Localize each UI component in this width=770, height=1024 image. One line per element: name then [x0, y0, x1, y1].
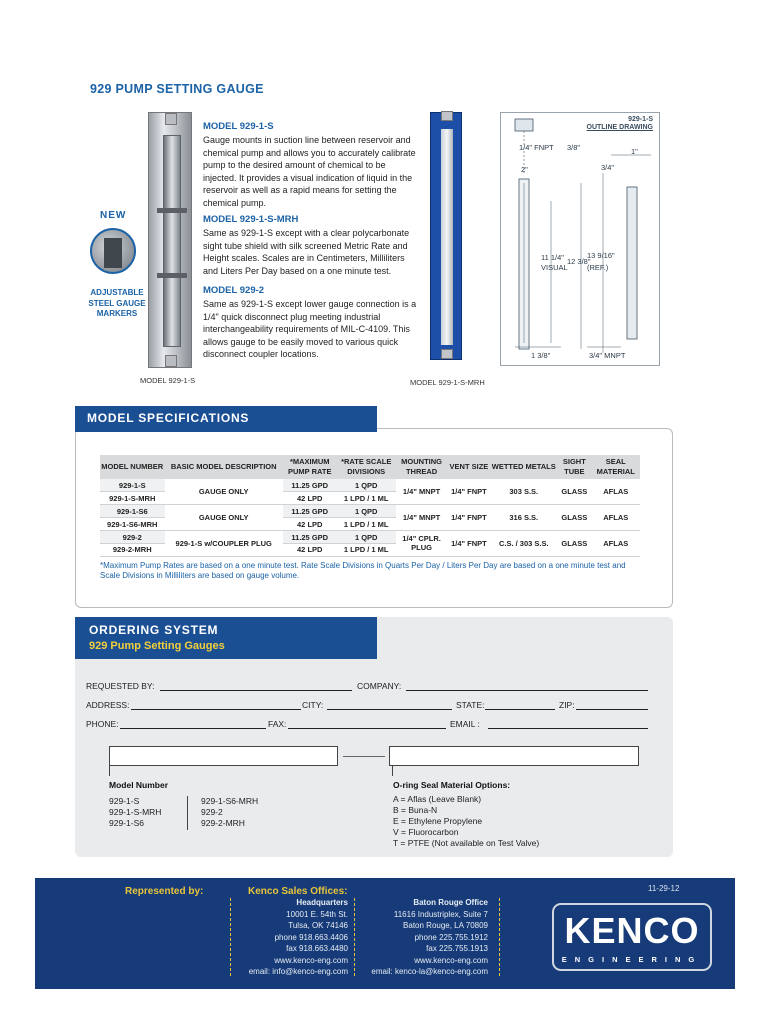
- represented-by-label: Represented by:: [125, 886, 204, 897]
- zip-field[interactable]: [576, 709, 648, 710]
- list-item: T = PTFE (Not available on Test Valve): [393, 838, 540, 848]
- model-title: MODEL 929-2: [203, 285, 265, 296]
- division-cell: 1 LPD / 1 ML: [337, 492, 396, 505]
- list-item: 929-1-S6-MRH: [201, 796, 259, 806]
- phone-label: PHONE:: [86, 719, 119, 729]
- address-label: ADDRESS:: [86, 700, 130, 710]
- kenco-logo: [552, 903, 712, 971]
- office-line: fax 918.663.4480: [286, 944, 348, 953]
- thread-cell: 1/4" MNPT: [396, 479, 448, 505]
- oring-label: O-ring Seal Material Options:: [393, 780, 511, 790]
- bottom-fitting: [441, 349, 453, 359]
- thread-cell: 1/4" MNPT: [396, 505, 448, 531]
- divider: [499, 898, 500, 976]
- model-description: Gauge mounts in suction line between reservoir and chemical pump and allows you to accurately calibrate pump to the desired amount of chemical to be injected. It provides a visual indication of liquid in the reservoir as well as a rapid means for setting the chemical pump.: [203, 135, 416, 208]
- model-list-col1: [109, 796, 161, 829]
- email-field[interactable]: [488, 728, 648, 729]
- model-cell: 929-1-S: [100, 479, 165, 492]
- list-item: E = Ethylene Propylene: [393, 816, 483, 826]
- division-cell: 1 QPD: [337, 479, 396, 492]
- specs-heading: MODEL SPECIFICATIONS: [75, 406, 377, 432]
- rate-cell: 42 LPD: [283, 492, 337, 505]
- office-line: phone 918.663.4406: [274, 932, 348, 942]
- description-cell: GAUGE ONLY: [165, 479, 283, 505]
- hq-office: [240, 897, 348, 978]
- dim-bottom-left: 1 3/8": [531, 351, 551, 360]
- model-cell: 929-1-S-MRH: [100, 492, 165, 505]
- model-title: MODEL 929-1-S: [203, 121, 274, 132]
- table-row: [100, 531, 640, 544]
- list-item: B = Buna-N: [393, 805, 438, 815]
- page-title: 929 PUMP SETTING GAUGE: [90, 82, 264, 96]
- ordering-subheading: 929 Pump Setting Gauges: [89, 640, 225, 652]
- description-cell: 929-1-S w/COUPLER PLUG: [165, 531, 283, 557]
- metals-cell: 303 S.S.: [490, 479, 557, 505]
- dim-visual-label: VISUAL: [541, 263, 568, 272]
- vent-cell: 1/4" FNPT: [447, 531, 490, 557]
- office-line: Baton Rouge, LA 70809: [403, 921, 488, 930]
- table-row: [100, 479, 640, 492]
- divider: [354, 898, 355, 976]
- oring-material-input[interactable]: [389, 746, 639, 766]
- requested-by-field[interactable]: [160, 690, 352, 691]
- division-cell: 1 LPD / 1 ML: [337, 543, 396, 556]
- division-cell: 1 LPD / 1 ML: [337, 518, 396, 531]
- dim-two-inch: 2": [521, 165, 528, 174]
- seal-cell: AFLAS: [592, 505, 640, 531]
- model-929-2-block: [203, 285, 418, 361]
- model-cell: 929-2-MRH: [100, 543, 165, 556]
- division-cell: 1 QPD: [337, 505, 396, 518]
- thread-cell: 1/4" CPLR. PLUG: [396, 531, 448, 557]
- col-header: MOUNTING THREAD: [401, 457, 443, 476]
- dim-visual: 11 1/4": [541, 253, 564, 262]
- gauge-marker: [157, 208, 187, 213]
- new-label: NEW: [100, 210, 127, 221]
- column-divider: [187, 796, 188, 830]
- caption-929-1-s: MODEL 929-1-S: [140, 376, 196, 385]
- col-header: MODEL NUMBER: [101, 462, 164, 471]
- company-field[interactable]: [406, 690, 648, 691]
- marker-closeup-image: [90, 228, 136, 274]
- state-field[interactable]: [485, 709, 555, 710]
- model-list-col2: [201, 796, 258, 829]
- top-fitting: [165, 113, 177, 125]
- tube-cell: GLASS: [557, 479, 591, 505]
- model-description: Same as 929-1-S except with a clear polycarbonate sight tube shield with silk screened Metric Rate and Height scales. Scales are in Centimeters, Milliliters and Liters Per Day based on a one minute test.: [203, 228, 410, 276]
- oring-options-list: [393, 794, 539, 849]
- rate-cell: 11.25 GPD: [283, 531, 337, 544]
- dim-ref: 13 9/16": [587, 251, 615, 260]
- office-line: 11616 Industriplex, Suite 7: [393, 909, 488, 919]
- specs-header-row: [100, 455, 640, 479]
- caption-929-1-s-mrh: MODEL 929-1-S-MRH: [410, 378, 485, 387]
- rate-cell: 11.25 GPD: [283, 479, 337, 492]
- vent-cell: 1/4" FNPT: [447, 505, 490, 531]
- dim-side: 3/4": [601, 163, 615, 172]
- dim-ref-label: (REF.): [587, 263, 609, 272]
- city-label: CITY:: [302, 700, 324, 710]
- list-item: 929-1-S: [109, 796, 140, 806]
- office-title: Baton Rouge Office: [413, 898, 488, 907]
- rate-cell: 11.25 GPD: [283, 505, 337, 518]
- rate-cell: 42 LPD: [283, 518, 337, 531]
- dim-twelve: 12 3/8": [567, 257, 591, 266]
- list-item: A = Aflas (Leave Blank): [393, 794, 482, 804]
- division-cell: 1 QPD: [337, 531, 396, 544]
- list-item: 929-2-MRH: [201, 818, 245, 828]
- office-title: Headquarters: [296, 898, 348, 907]
- ordering-heading-banner: [75, 617, 377, 659]
- model-cell: 929-1-S6-MRH: [100, 518, 165, 531]
- sales-offices-label: Kenco Sales Offices:: [248, 886, 348, 897]
- city-field[interactable]: [327, 709, 452, 710]
- sight-tube: [163, 135, 181, 347]
- office-line: Tulsa, OK 74146: [288, 921, 348, 930]
- col-header: *MAXIMUM PUMP RATE: [287, 457, 332, 476]
- table-row: [100, 505, 640, 518]
- tube-cell: GLASS: [557, 505, 591, 531]
- sight-tube: [441, 129, 453, 345]
- address-field[interactable]: [131, 709, 301, 710]
- markers-label: ADJUSTABLE STEEL GAUGE MARKERS: [88, 288, 146, 318]
- dim-fnpt: 1/4" FNPT: [519, 143, 554, 152]
- logo-subtitle: ENGINEERING: [561, 955, 703, 964]
- vent-cell: 1/4" FNPT: [447, 479, 490, 505]
- divider: [230, 898, 231, 976]
- rate-cell: 42 LPD: [283, 543, 337, 556]
- metals-cell: C.S. / 303 S.S.: [490, 531, 557, 557]
- model-929-1-s-mrh-gauge-image: [430, 112, 462, 360]
- model-cell: 929-1-S6: [100, 505, 165, 518]
- list-item: 929-2: [201, 807, 223, 817]
- metals-cell: 316 S.S.: [490, 505, 557, 531]
- col-header: BASIC MODEL DESCRIPTION: [170, 462, 277, 471]
- model-929-1-s-block: [203, 121, 418, 209]
- zip-label: ZIP:: [559, 700, 575, 710]
- description-cell: GAUGE ONLY: [165, 505, 283, 531]
- list-item: 929-1-S-MRH: [109, 807, 162, 817]
- office-line: fax 225.755.1913: [426, 944, 488, 953]
- model-description: Same as 929-1-S except lower gauge connection is a 1/4" quick disconnect plug meeting industrial interchangeability requirements of MIL-C-4109. This allows gauge to be easily moved to various quick disconnect coupler locations.: [203, 299, 417, 359]
- office-line: phone 225.755.1912: [414, 932, 488, 942]
- dim-top-right: 3/8": [567, 143, 581, 152]
- baton-rouge-office: [362, 897, 488, 978]
- gauge-marker: [157, 273, 187, 278]
- fax-label: FAX:: [268, 719, 287, 729]
- phone-field[interactable]: [120, 728, 266, 729]
- pointer-line: [109, 766, 110, 776]
- top-fitting: [441, 111, 453, 121]
- specs-footnote: *Maximum Pump Rates are based on a one minute test. Rate Scale Divisions in Quarts Per Day / Liters Per Day are based on a one minute test and Scale Divisions in Milliliters are based on gauge volume.: [100, 561, 626, 580]
- col-header: SIGHT TUBE: [562, 457, 586, 476]
- seal-cell: AFLAS: [592, 479, 640, 505]
- office-line: 10001 E. 54th St.: [286, 909, 348, 919]
- specs-table: [100, 455, 640, 557]
- ordering-heading: ORDERING SYSTEM: [89, 623, 219, 637]
- model-number-label: Model Number: [109, 780, 169, 790]
- model-cell: 929-2: [100, 531, 165, 544]
- dim-mnpt: 3/4" MNPT: [589, 351, 626, 360]
- state-label: STATE:: [456, 700, 485, 710]
- drawing-title: 929-1-S OUTLINE DRAWING: [586, 116, 653, 131]
- email-label: EMAIL :: [450, 719, 480, 729]
- col-header: WETTED METALS: [491, 462, 556, 471]
- model-number-input[interactable]: [109, 746, 338, 766]
- dim-one-inch: 1": [631, 147, 638, 156]
- pointer-line: [392, 766, 393, 776]
- outline-drawing: [500, 112, 660, 366]
- model-929-1-s-gauge-image: [148, 112, 192, 368]
- company-label: COMPANY:: [357, 681, 402, 691]
- office-line[interactable]: email: kenco-la@kenco-eng.com: [371, 967, 488, 976]
- model-929-1-s-mrh-block: [203, 214, 418, 277]
- seal-cell: AFLAS: [592, 531, 640, 557]
- fax-field[interactable]: [288, 728, 446, 729]
- col-header: *RATE SCALE DIVISIONS: [341, 457, 392, 476]
- bottom-fitting: [165, 355, 177, 367]
- office-line[interactable]: www.kenco-eng.com: [414, 955, 488, 965]
- revision-date: 11-29-12: [648, 884, 680, 893]
- col-header: SEAL MATERIAL: [596, 457, 635, 476]
- requested-by-label: REQUESTED BY:: [86, 681, 155, 691]
- office-line[interactable]: email: info@kenco-eng.com: [248, 967, 348, 976]
- model-title: MODEL 929-1-S-MRH: [203, 214, 299, 225]
- list-item: V = Fluorocarbon: [393, 827, 459, 837]
- logo-wordmark: KENCO: [564, 910, 700, 951]
- col-header: VENT SIZE: [449, 462, 489, 471]
- tube-cell: GLASS: [557, 531, 591, 557]
- office-line[interactable]: www.kenco-eng.com: [274, 955, 348, 965]
- connector-line: [343, 756, 385, 757]
- list-item: 929-1-S6: [109, 818, 144, 828]
